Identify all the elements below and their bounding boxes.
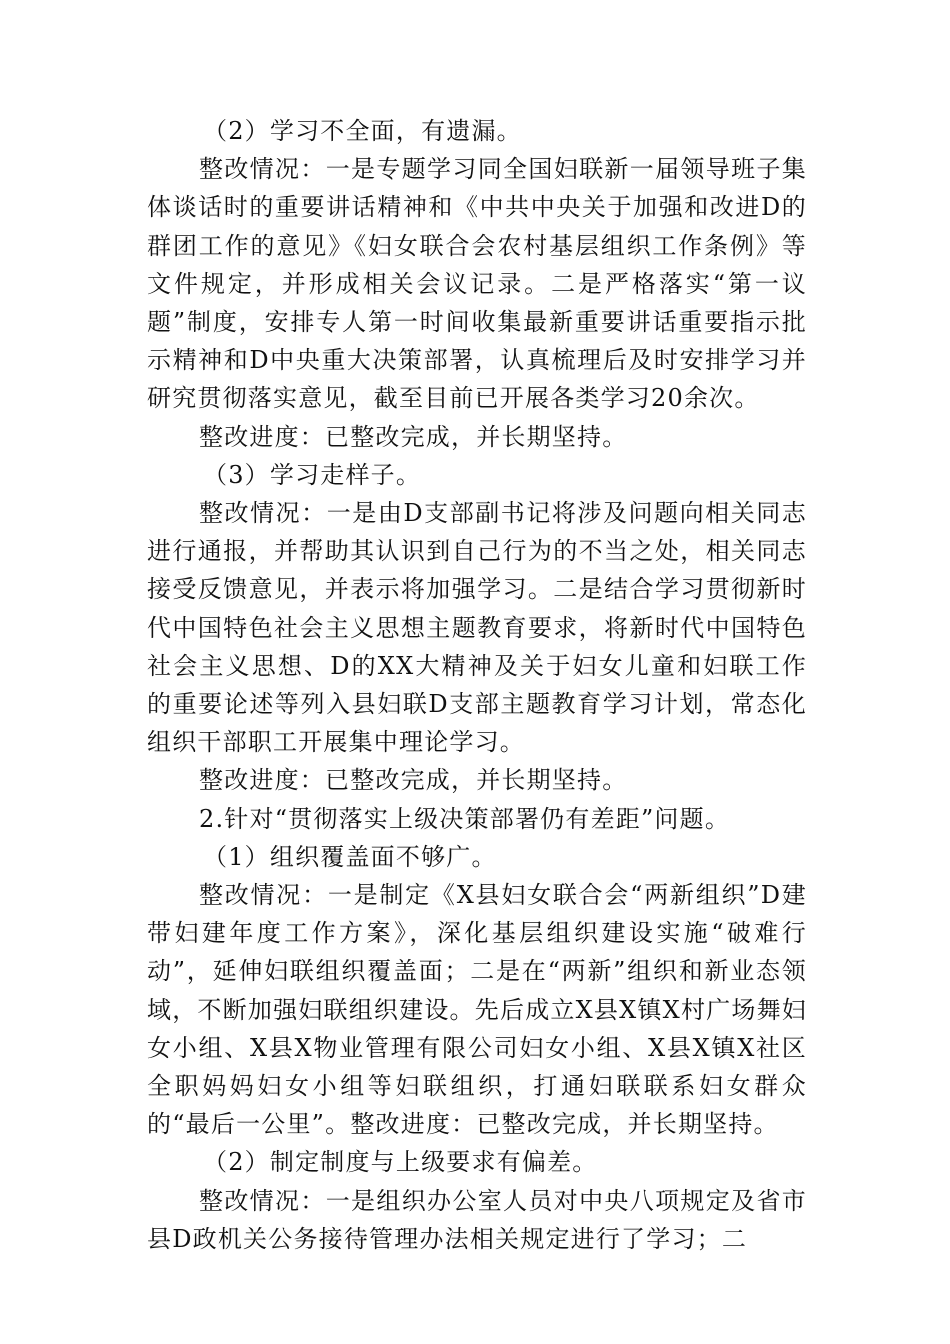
section-heading-implementation-gap: 2.针对“贯彻落实上级决策部署仍有差距”问题。	[199, 804, 731, 833]
subheading-system-deviation: （2）制定制度与上级要求有偏差。	[203, 1148, 598, 1177]
document-body	[147, 112, 807, 1258]
paragraph-rectification-progress: 整改进度：已整改完成，并长期坚持。	[199, 422, 628, 451]
paragraph-rectification-progress: 整改进度：已整改完成，并长期坚持。	[199, 766, 628, 795]
paragraph-rectification-situation: 整改情况：一是由D支部副书记将涉及问题向相关同志进行通报，并帮助其认识到自己行为的不当之处，相关同志接受反馈意见，并表示将加强学习。二是结合学习贯彻新时代中国特色社会主义思想主题教育要求，将新时代中国特色社会主义思想、D的XX大精神及关于妇女儿童和妇联工作的重要论述等列入县妇联D支部主题教育学习计划，常态化组织干部职工开展集中理论学习。	[147, 499, 807, 757]
paragraph-rectification-situation: 整改情况：一是制定《X县妇女联合会“两新组织”D建带妇建年度工作方案》，深化基层组织建设实施“破难行动”，延伸妇联组织覆盖面；二是在“两新”组织和新业态领域，不断加强妇联组织建设。先后成立X县X镇X村广场舞妇女小组、X县X物业管理有限公司妇女小组、X县X镇X社区全职妈妈妇女小组等妇联组织，打通妇联联系妇女群众的“最后一公里”。整改进度：已整改完成，并长期坚持。	[147, 881, 807, 1139]
paragraph-rectification-situation: 整改情况：一是专题学习同全国妇联新一届领导班子集体谈话时的重要讲话精神和《中共中央关于加强和改进D的群团工作的意见》《妇女联合会农村基层组织工作条例》等文件规定，并形成相关会议记录。二是严格落实“第一议题”制度，安排专人第一时间收集最新重要讲话重要指示批示精神和D中央重大决策部署，认真梳理后及时安排学习并研究贯彻落实意见，截至目前已开展各类学习20余次。	[147, 155, 807, 413]
subheading-learning-formality: （3）学习走样子。	[203, 460, 422, 489]
subheading-learning-incomplete: （2）学习不全面，有遗漏。	[203, 117, 522, 145]
subheading-coverage-narrow: （1）组织覆盖面不够广。	[203, 842, 497, 871]
paragraph-rectification-situation: 整改情况：一是组织办公室人员对中央八项规定及省市县D政机关公务接待管理办法相关规定进行了学习；二	[147, 1186, 807, 1253]
